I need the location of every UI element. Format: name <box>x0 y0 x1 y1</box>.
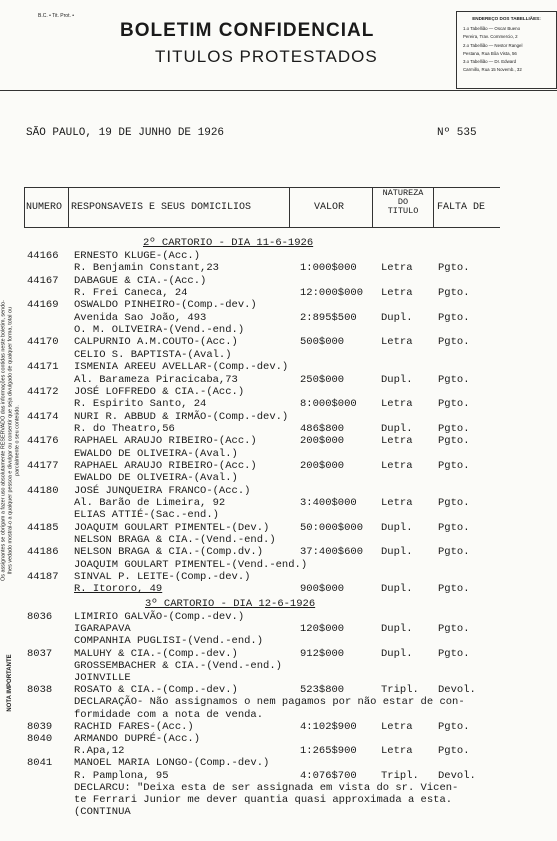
row-value: 523$800 <box>300 684 345 697</box>
row-responsible: ERNESTO KLUGE-(Acc.) <box>74 250 201 262</box>
row-nature: Dupl. <box>381 546 413 559</box>
row-nature: Letra <box>381 745 413 758</box>
row-value: 486$800 <box>300 422 345 435</box>
row-responsible: R.Apa,12 <box>74 745 125 758</box>
row-nature: Dupl. <box>381 521 413 534</box>
row-reason: Pgto. <box>438 546 470 559</box>
row-reason: Pgto. <box>438 373 470 386</box>
row-responsible: JOSÉ LOFFREDO & CIA.-(Acc.) <box>74 385 245 398</box>
row-nature: Dupl. <box>381 583 413 596</box>
important-note-label: NOTA IMPORTANTE <box>7 654 13 712</box>
confidentiality-note: Os assignantes se obrigam a fazer uso absolutamente RESERVADO das informações contidas neste boletim, sendo-lhes vedado mostral-o a qualquer pessoa e divulgar ou consentir que seja divulgado de qualquer forma, total ou parcialmente o seu conteúdo. <box>0 300 21 581</box>
row-reason: Pgto. <box>438 336 470 349</box>
row-number: 8036 <box>27 611 53 623</box>
publisher-mark: B.C. • Tit. Prot. • <box>38 13 75 19</box>
row-responsible: LIMIRIO GALVÃO-(Comp.-dev.) <box>74 611 245 623</box>
row-value: 12:000$000 <box>300 287 364 300</box>
row-number: 8041 <box>27 757 53 770</box>
row-reason: Pgto. <box>438 262 470 275</box>
row-responsible: ROSATO & CIA.-(Comp.-dev.) <box>74 684 238 697</box>
notary-line: 3.o Tabellião — Dr. Edward <box>463 59 517 65</box>
row-nature: Dupl. <box>381 311 413 324</box>
row-number: 44180 <box>27 484 59 497</box>
row-responsible: OSWALDO PINHEIRO-(Comp.-dev.) <box>74 299 257 312</box>
row-responsible: R. Itororo, 49 <box>74 583 163 596</box>
page-title: BOLETIM CONFIDENCIAL <box>120 20 375 41</box>
row-number: 44169 <box>27 299 59 312</box>
row-number: 44172 <box>27 385 59 398</box>
row-value: 8:000$000 <box>300 398 357 411</box>
row-reason: Pgto. <box>438 422 470 435</box>
column-header-natureza <box>373 189 433 216</box>
row-responsible: EWALDO DE OLIVEIRA-(Aval.) <box>74 472 238 485</box>
row-reason: Pgto. <box>438 287 470 300</box>
row-number: 8038 <box>27 684 53 697</box>
column-divider <box>289 187 290 227</box>
row-responsible: R. Benjamin Constant,23 <box>74 262 219 275</box>
row-responsible: ELIAS ATTIÉ-(Sac.-end.) <box>74 509 219 522</box>
row-value: 2:895$500 <box>300 311 357 324</box>
row-value: 4:102$900 <box>300 720 357 733</box>
row-nature: Dupl. <box>381 623 413 636</box>
row-responsible: R. Pamplona, 95 <box>74 769 169 782</box>
column-header-valor: VALOR <box>314 202 345 213</box>
column-header-numero: NUMERO <box>26 202 63 213</box>
row-responsible: COMPANHIA PUGLISI-(Vend.-end.) <box>74 635 264 648</box>
row-value: 50:000$000 <box>300 521 364 534</box>
section-heading: 3º CARTORIO - DIA 12-6-1926 <box>145 598 316 610</box>
notary-line: Carmillo, Rua 15 Novemb., 32 <box>463 67 522 73</box>
row-number: 44186 <box>27 546 59 559</box>
page-subtitle: TITULOS PROTESTADOS <box>155 47 378 66</box>
column-header-responsaveis: RESPONSAVEIS E SEUS DOMICILIOS <box>71 202 252 213</box>
row-responsible: ARMANDO DUPRÉ-(Acc.) <box>74 733 201 745</box>
row-responsible: CELIO S. BAPTISTA-(Aval.) <box>74 348 232 361</box>
row-reason: Devol. <box>438 684 476 697</box>
column-header-natureza-line: TITULO <box>387 206 419 216</box>
row-reason: Pgto. <box>438 459 470 472</box>
row-responsible: NURI R. ABBUD & IRMÃO-(Comp.-dev.) <box>74 410 289 423</box>
column-header-falta: FALTA DE <box>437 202 486 213</box>
row-nature: Tripl. <box>381 769 419 782</box>
row-responsible: EWALDO DE OLIVEIRA-(Aval.) <box>74 447 238 460</box>
column-divider <box>68 187 69 227</box>
row-reason: Pgto. <box>438 311 470 324</box>
notary-line: 1.o Tabellião — Oscar Bueno <box>463 26 521 31</box>
row-nature: Letra <box>381 398 413 411</box>
row-responsible: CALPURNIO A.M.COUTO-(Acc.) <box>74 336 238 349</box>
column-divider <box>24 187 25 227</box>
row-value: 1:000$000 <box>300 262 357 275</box>
row-number: 44177 <box>27 459 59 472</box>
table-header-bottom-rule <box>24 227 500 228</box>
row-reason: Pgto. <box>438 398 470 411</box>
row-nature: Letra <box>381 262 413 275</box>
column-header-natureza-line: NATUREZA <box>382 188 424 198</box>
row-responsible: Al. Barameza Piracicaba,73 <box>74 373 238 386</box>
row-number: 8039 <box>27 720 53 733</box>
row-value: 37:400$600 <box>300 546 364 559</box>
notary-line: Pereira, Trav. Commercio, 2 <box>463 34 518 40</box>
row-value: 1:265$900 <box>300 745 357 758</box>
row-nature: Tripl. <box>381 684 419 697</box>
row-responsible: SINVAL P. LEITE-(Comp.-dev.) <box>74 571 251 584</box>
row-nature: Letra <box>381 336 413 349</box>
notaries-box-lines <box>463 25 556 75</box>
row-reason: Pgto. <box>438 623 470 636</box>
notary-line: Pestana, Rua Bôa Vista, 56 <box>463 50 517 56</box>
row-nature: Letra <box>381 459 413 472</box>
row-number: 44170 <box>27 336 59 349</box>
section-heading: 2º CARTORIO - DIA 11-6-1926 <box>143 237 314 249</box>
row-reason: Pgto. <box>438 745 470 758</box>
row-responsible: R. do Theatro,56 <box>74 422 175 435</box>
row-value: 3:400$000 <box>300 497 357 509</box>
row-responsible: formidade com a nota de venda. <box>74 708 264 721</box>
row-number: 44187 <box>27 571 59 584</box>
row-value: 4:076$700 <box>300 769 357 782</box>
row-responsible: Al. Barão de Limeira, 92 <box>74 497 226 509</box>
row-responsible: JOAQUIM GOULART PIMENTEL-(Dev.) <box>74 521 270 534</box>
row-number: 44185 <box>27 521 59 534</box>
document-number: Nº 535 <box>437 127 477 139</box>
row-responsible: DABAGUE & CIA.-(Acc.) <box>74 274 207 287</box>
row-responsible: Avenida Sao João, 493 <box>74 311 207 324</box>
row-reason: Pgto. <box>438 647 470 660</box>
row-responsible: RACHID FARES-(Acc.) <box>74 720 194 733</box>
row-number: 8040 <box>27 733 53 745</box>
row-responsible: MANOEL MARIA LONGO-(Comp.-dev.) <box>74 757 270 770</box>
table-header-top-rule <box>24 187 500 188</box>
row-nature: Letra <box>381 720 413 733</box>
row-nature: Letra <box>381 435 413 448</box>
row-responsible: NELSON BRAGA & CIA.-(Comp.dv.) <box>74 546 264 559</box>
row-number: 8037 <box>27 647 53 660</box>
row-reason: Pgto. <box>438 720 470 733</box>
row-number: 44171 <box>27 361 59 374</box>
row-value: 900$000 <box>300 583 345 596</box>
row-nature: Dupl. <box>381 422 413 435</box>
row-responsible: NELSON BRAGA & CIA.-(Vend.-end.) <box>74 534 276 547</box>
row-responsible: O. M. OLIVEIRA-(Vend.-end.) <box>74 324 245 337</box>
row-value: 500$000 <box>300 336 345 349</box>
row-nature: Letra <box>381 497 413 509</box>
row-reason: Pgto. <box>438 583 470 596</box>
row-number: 44166 <box>27 250 59 262</box>
row-nature: Dupl. <box>381 373 413 386</box>
row-responsible: te Ferrari Junior me dever quantia quasi approximada a esta. <box>74 794 453 806</box>
row-responsible: (CONTINUA <box>74 806 131 819</box>
row-value: 200$000 <box>300 435 345 448</box>
row-responsible: MALUHY & CIA.-(Comp.-dev.) <box>74 647 238 660</box>
row-value: 250$000 <box>300 373 345 386</box>
notary-line: 2.o Tabellião — Nestor Rangel <box>463 42 523 48</box>
row-responsible: RAPHAEL ARAUJO RIBEIRO-(Acc.) <box>74 459 257 472</box>
column-divider <box>433 187 434 227</box>
row-reason: Pgto. <box>438 521 470 534</box>
row-responsible: RAPHAEL ARAUJO RIBEIRO-(Acc.) <box>74 435 257 448</box>
row-number: 44174 <box>27 410 59 423</box>
row-responsible: GROSSEMBACHER & CIA.-(Vend.-end.) <box>74 659 282 672</box>
row-responsible: DECLARCU: "Deixa esta de ser assignada em vista do sr. Vicen- <box>74 781 459 794</box>
row-nature: Dupl. <box>381 647 413 660</box>
column-header-natureza-line: DO <box>397 197 409 207</box>
row-responsible: IGARAPAVA <box>74 623 131 636</box>
notaries-box-heading: ENDEREÇO DOS TABELLIÃES: <box>472 16 541 21</box>
document-date: SÃO PAULO, 19 DE JUNHO DE 1926 <box>26 127 225 139</box>
notaries-address-box <box>456 11 557 89</box>
row-responsible: JOSÉ JUNQUEIRA FRANCO-(Acc.) <box>74 484 251 497</box>
row-nature: Letra <box>381 287 413 300</box>
row-value: 912$000 <box>300 647 345 660</box>
row-responsible: R. Frei Caneca, 24 <box>74 287 188 300</box>
row-responsible: JOAQUIM GOULART PIMENTEL-(Vend.-end.) <box>74 558 308 571</box>
row-reason: Pgto. <box>438 435 470 448</box>
row-responsible: JOINVILLE <box>74 672 131 684</box>
row-reason: Pgto. <box>438 497 470 509</box>
row-responsible: R. Espirito Santo, 24 <box>74 398 207 411</box>
row-number: 44167 <box>27 274 59 287</box>
row-value: 200$000 <box>300 459 345 472</box>
row-value: 120$000 <box>300 623 345 636</box>
row-responsible: ISMENIA AREEU AVELLAR-(Comp.-dev.) <box>74 361 289 374</box>
row-responsible: DECLARAÇÃO- Não assignamos o nem pagamos por não estar de con- <box>74 696 465 709</box>
row-reason: Devol. <box>438 769 476 782</box>
header-rule <box>0 90 557 91</box>
row-number: 44176 <box>27 435 59 448</box>
